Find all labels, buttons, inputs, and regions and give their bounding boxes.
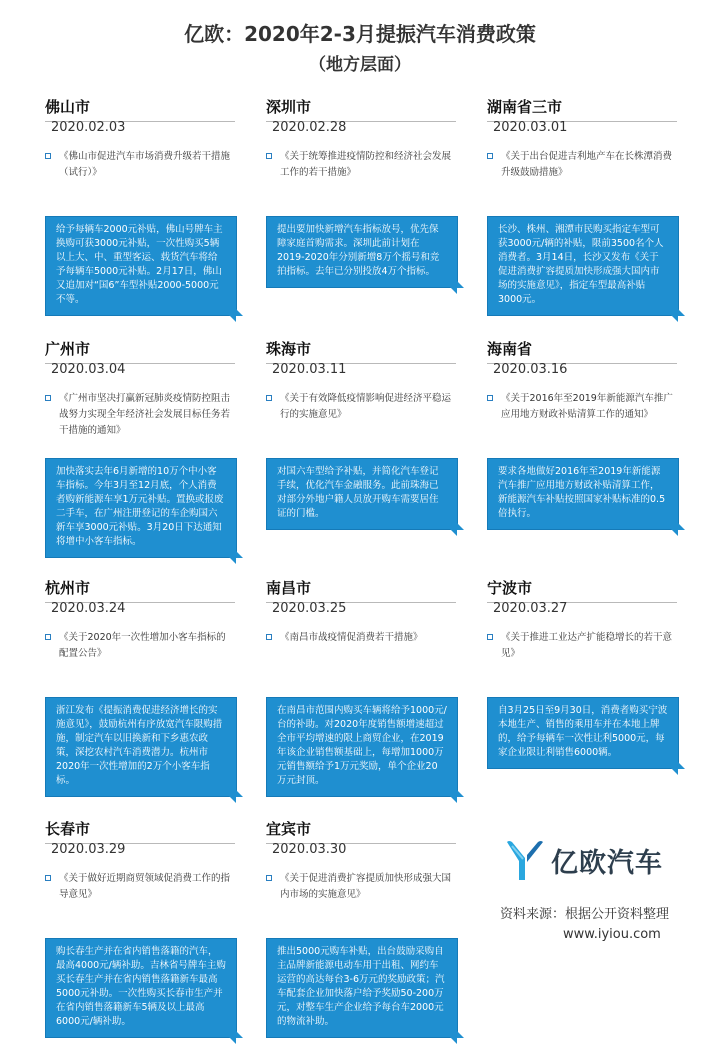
policy-document: [45, 391, 235, 439]
city-name: 广州市: [45, 340, 91, 358]
policy-document-title: 《关于推进工业达产扩能稳增长的若干意见》: [501, 632, 673, 659]
policy-document: [266, 871, 456, 903]
policy-document-title: 《关于统筹推进疫情防控和经济社会发展工作的若干措施》: [280, 151, 452, 178]
policy-card-hainan: [487, 340, 683, 519]
square-bullet-icon: [45, 634, 51, 640]
policy-document-title: 《广州市坚决打赢新冠肺炎疫情防控阻击战努力实现全年经济社会发展目标任务若干措施的通知》: [59, 393, 231, 436]
policy-summary-box: 加快落实去年6月新增的10万个中小客车指标。今年3月至12月底，个人消费者购新能源车享1万元补贴。置换或报废二手车，在广州注册登记的车企购国六新车享3000元补贴。3月20日下达通知将增中小客车指标。: [45, 458, 237, 558]
policy-document-title: 《南昌市战疫情促消费若干措施》: [280, 632, 423, 643]
policy-date: 2020.03.01: [493, 120, 568, 135]
policy-date: 2020.03.11: [272, 362, 347, 377]
policy-document: [266, 630, 456, 646]
policy-card-hunan: [487, 98, 683, 305]
policy-document-title: 《关于出台促进吉利地产车在长株潭消费升级鼓励措施》: [501, 151, 673, 178]
city-name: 南昌市: [266, 579, 312, 597]
y-logo-icon: [505, 838, 545, 882]
city-name: 深圳市: [266, 98, 312, 116]
policy-summary-box: 购长春生产并在省内销售落籍的汽车，最高4000元/辆补助。吉林省号牌车主购买长春生产并在省内销售落籍新车最高5000元补助。一次性购买长春市生产并在省内销售落籍新车5辆及以上最高6000元/辆补助。: [45, 938, 237, 1038]
square-bullet-icon: [266, 153, 272, 159]
city-name: 湖南省三市: [487, 98, 563, 116]
policy-date: 2020.03.29: [51, 842, 126, 857]
policy-document: [487, 149, 677, 181]
city-name: 海南省: [487, 340, 533, 358]
logo-text: 亿欧汽车: [551, 847, 663, 879]
policy-summary-box: 给予每辆车2000元补贴，佛山号牌车主换购可获3000元补贴，一次性购买5辆以上大、中、重型客运、载货汽车将给予每辆车5000元补贴。2月17日，佛山又追加对“国6”车型补贴2000-5000元不等。: [45, 216, 237, 316]
policy-card-nanchang: [266, 579, 462, 786]
policy-card-changchun: [45, 820, 241, 1027]
city-name: 长春市: [45, 820, 91, 838]
square-bullet-icon: [45, 153, 51, 159]
policy-summary-box: 浙江发布《提振消费促进经济增长的实施意见》，鼓励杭州有序放宽汽车限购措施，制定汽车以旧换新和下乡惠农政策，深挖农村汽车消费潜力。杭州市2020年一次性增加的2万个小客车指标。: [45, 697, 237, 797]
source-note: 资料来源：根据公开资料整理: [500, 907, 670, 922]
city-name: 杭州市: [45, 579, 91, 597]
policy-date: 2020.03.04: [51, 362, 126, 377]
policy-summary-box: 长沙、株州、湘潭市民购买指定车型可获3000元/辆的补贴，限前3500名个人消费者。3月14日，长沙又发布《关于促进消费扩容提质加快形成强大国内市场的实施意见》，指定车型最高补贴3000元。: [487, 216, 679, 316]
policy-date: 2020.02.28: [272, 120, 347, 135]
square-bullet-icon: [266, 634, 272, 640]
square-bullet-icon: [487, 634, 493, 640]
square-bullet-icon: [45, 395, 51, 401]
policy-card-zhuhai: [266, 340, 462, 519]
policy-summary-box: 提出要加快新增汽车指标放号，优先保障家庭首购需求。深圳此前计划在2019-2020年分别新增8万个摇号和竞拍指标。去年已分别投放4万个指标。: [266, 216, 458, 288]
policy-card-foshan: [45, 98, 241, 305]
policy-summary-box: 要求各地做好2016年至2019年新能源汽车推广应用地方财政补贴清算工作，新能源汽车补贴按照国家补贴标准的0.5倍执行。: [487, 458, 679, 530]
square-bullet-icon: [266, 875, 272, 881]
policy-card-yibin: [266, 820, 462, 1027]
city-name: 佛山市: [45, 98, 91, 116]
policy-document-title: 《关于2016年至2019年新能源汽车推广应用地方财政补贴清算工作的通知》: [501, 393, 673, 420]
policy-summary-box: 对国六车型给予补贴，并简化汽车登记手续，优化汽车金融服务。此前珠海已对部分外地户籍人员放开购车需要居住证的门槛。: [266, 458, 458, 530]
policy-document: [487, 391, 677, 423]
policy-date: 2020.03.24: [51, 601, 126, 616]
square-bullet-icon: [266, 395, 272, 401]
city-name: 宁波市: [487, 579, 533, 597]
page-subtitle: （地方层面）: [309, 55, 411, 75]
policy-date: 2020.03.25: [272, 601, 347, 616]
website-url: www.iyiou.com: [563, 927, 661, 942]
policy-card-guangzhou: [45, 340, 241, 547]
policy-date: 2020.03.27: [493, 601, 568, 616]
policy-document: [45, 630, 235, 662]
policy-date: 2020.03.30: [272, 842, 347, 857]
city-name: 宜宾市: [266, 820, 312, 838]
policy-document-title: 《佛山市促进汽车市场消费升级若干措施（试行）》: [59, 151, 231, 178]
policy-document-title: 《关于促进消费扩容提质加快形成强大国内市场的实施意见》: [280, 873, 452, 900]
page-title: 亿欧：2020年2-3月提振汽车消费政策: [184, 22, 536, 46]
square-bullet-icon: [45, 875, 51, 881]
policy-document-title: 《关于有效降低疫情影响促进经济平稳运行的实施意见》: [280, 393, 452, 420]
policy-date: 2020.03.16: [493, 362, 568, 377]
policy-document: [45, 149, 235, 181]
policy-card-shenzhen: [266, 98, 462, 277]
policy-date: 2020.02.03: [51, 120, 126, 135]
policy-document-title: 《关于2020年一次性增加小客车指标的配置公告》: [59, 632, 226, 659]
policy-card-ningbo: [487, 579, 683, 758]
policy-document-title: 《关于做好近期商贸领域促消费工作的指导意见》: [59, 873, 231, 900]
square-bullet-icon: [487, 395, 493, 401]
policy-document: [266, 391, 456, 423]
policy-summary-box: 自3月25日至9月30日，消费者购买宁波本地生产、销售的乘用车并在本地上牌的，给予每辆车一次性让利5000元，每家企业限让利销售6000辆。: [487, 697, 679, 769]
policy-document: [266, 149, 456, 181]
policy-document: [45, 871, 235, 903]
policy-summary-box: 推出5000元购车补贴，出台鼓励采购自主品牌新能源电动车用于出租、网约车运营的高达每台3-6万元的奖励政策；汽车配套企业加快落户给予奖励50-200万元，对整车生产企业给予每台车2000元的物流补助。: [266, 938, 458, 1038]
policy-document: [487, 630, 677, 662]
iyiou-auto-logo: [505, 838, 663, 882]
square-bullet-icon: [487, 153, 493, 159]
city-name: 珠海市: [266, 340, 312, 358]
policy-summary-box: 在南昌市范围内购买车辆将给予1000元/台的补助。对2020年度销售额增速超过全市平均增速的限上商贸企业，在2019年该企业销售额基础上，每增加1000万元销售额给予1万元奖励，单个企业20万元封顶。: [266, 697, 458, 797]
policy-card-hangzhou: [45, 579, 241, 786]
